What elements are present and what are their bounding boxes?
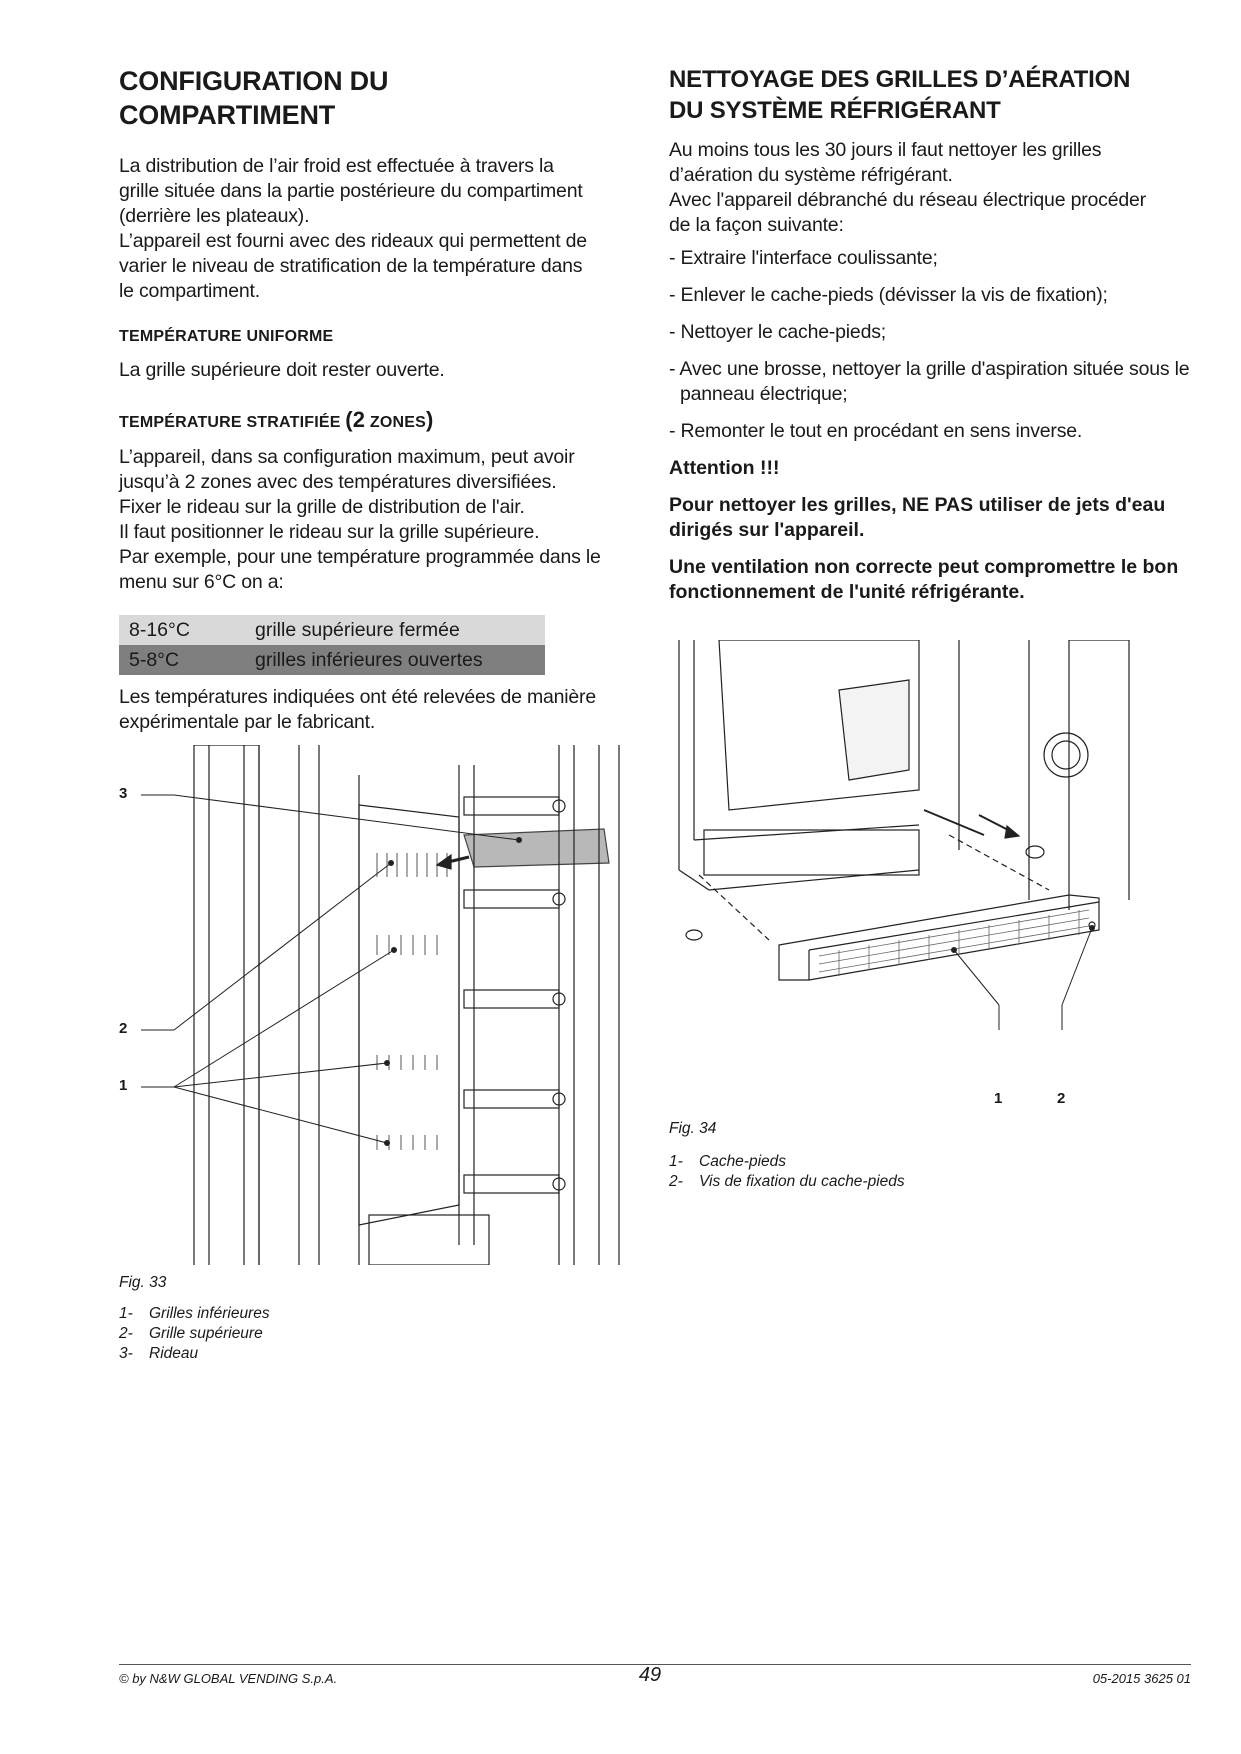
table-cell-desc: grille supérieure fermée: [255, 618, 460, 641]
uniform-text: La grille supérieure doit rester ouverte.: [119, 359, 445, 381]
note-paragraph: Les températures indiquées ont été relevées de manière expérimentale par le fabricant.: [119, 686, 596, 733]
cleaning-steps-list: [669, 246, 1199, 444]
figure-34-caption: Fig. 34: [669, 1120, 717, 1137]
table-cell-range: 8-16°C: [129, 618, 190, 641]
cleaning-intro: Au moins tous les 30 jours il faut nettoyer les grilles d’aération du système réfrigérant. Avec l'appareil débranché du réseau électrique procéder de la façon suivante:: [669, 139, 1146, 236]
figure-34-kickplate: [669, 640, 1149, 1107]
figure-33-legend: [119, 1304, 270, 1364]
callout-2: 2: [119, 1020, 128, 1037]
list-item: - Remonter le tout en procédant en sens inverse.: [669, 420, 1083, 442]
list-item: - Extraire l'interface coulissante;: [669, 247, 938, 269]
section-title-compartment: CONFIGURATION DU COMPARTIMENT: [119, 66, 389, 130]
intro-paragraph: La distribution de l’air froid est effectuée à travers la grille située dans la partie postérieure du compartiment (derrière les plateaux). L’appareil est fourni avec des rideaux qui permettent de varier le niveau de stratification de la température dans le compartiment.: [119, 155, 587, 302]
kickplate-illustration: [669, 640, 1149, 1100]
footer-copyright: © by N&W GLOBAL VENDING S.p.A.: [119, 1671, 338, 1686]
attention-label: Attention !!!: [669, 457, 780, 479]
stratified-paragraph: L’appareil, dans sa configuration maximum, peut avoir jusqu’à 2 zones avec des températures diversifiées. Fixer le rideau sur la grille de distribution de l'air. Il faut positionner le rideau sur la grille supérieure. Par exemple, pour une température programmée dans le menu sur 6°C on a:: [119, 446, 601, 593]
table-row: [119, 615, 545, 645]
callout-1: 1: [994, 1090, 1003, 1107]
callout-1: 1: [119, 1077, 128, 1094]
table-row: [119, 645, 545, 675]
table-cell-desc: grilles inférieures ouvertes: [255, 648, 483, 671]
compartment-illustration: [119, 745, 649, 1265]
table-cell-range: 5-8°C: [129, 648, 180, 671]
callout-2: 2: [1057, 1090, 1066, 1107]
subheading-uniform: TEMPÉRATURE UNIFORME: [119, 328, 334, 345]
right-column: [669, 64, 1199, 617]
legend-item: 1- Cache-pieds: [669, 1153, 787, 1170]
page-number: 49: [638, 1664, 662, 1686]
legend-item: 1- Grilles inférieures: [119, 1305, 270, 1322]
temperature-table: [119, 615, 545, 675]
warning-water-jets: Pour nettoyer les grilles, NE PAS utiliser de jets d'eau dirigés sur l'appareil.: [669, 494, 1166, 541]
footer-doc-code: 05-2015 3625 01: [1092, 1671, 1191, 1686]
subheading-stratified: TEMPÉRATURE STRATIFIÉE (2 ZONES): [119, 407, 434, 432]
figure-33-caption: Fig. 33: [119, 1274, 167, 1291]
legend-item: 2- Grille supérieure: [119, 1325, 263, 1342]
list-item: - Enlever le cache-pieds (dévisser la vis de fixation);: [669, 284, 1108, 306]
figure-33-compartment: [119, 745, 649, 1265]
legend-item: 3- Rideau: [119, 1345, 199, 1362]
list-item: - Nettoyer le cache-pieds;: [669, 321, 886, 343]
list-item: - Avec une brosse, nettoyer la grille d'aspiration située sous le panneau électrique;: [669, 358, 1190, 405]
left-column: [119, 64, 639, 735]
warning-ventilation: Une ventilation non correcte peut compromettre le bon fonctionnement de l'unité réfrigérante.: [669, 556, 1179, 603]
callout-3: 3: [119, 785, 128, 802]
section-title-cleaning: NETTOYAGE DES GRILLES D’AÉRATION DU SYSTÈME RÉFRIGÉRANT: [669, 66, 1131, 124]
figure-34-legend: [669, 1152, 905, 1192]
legend-item: 2- Vis de fixation du cache-pieds: [669, 1173, 905, 1190]
